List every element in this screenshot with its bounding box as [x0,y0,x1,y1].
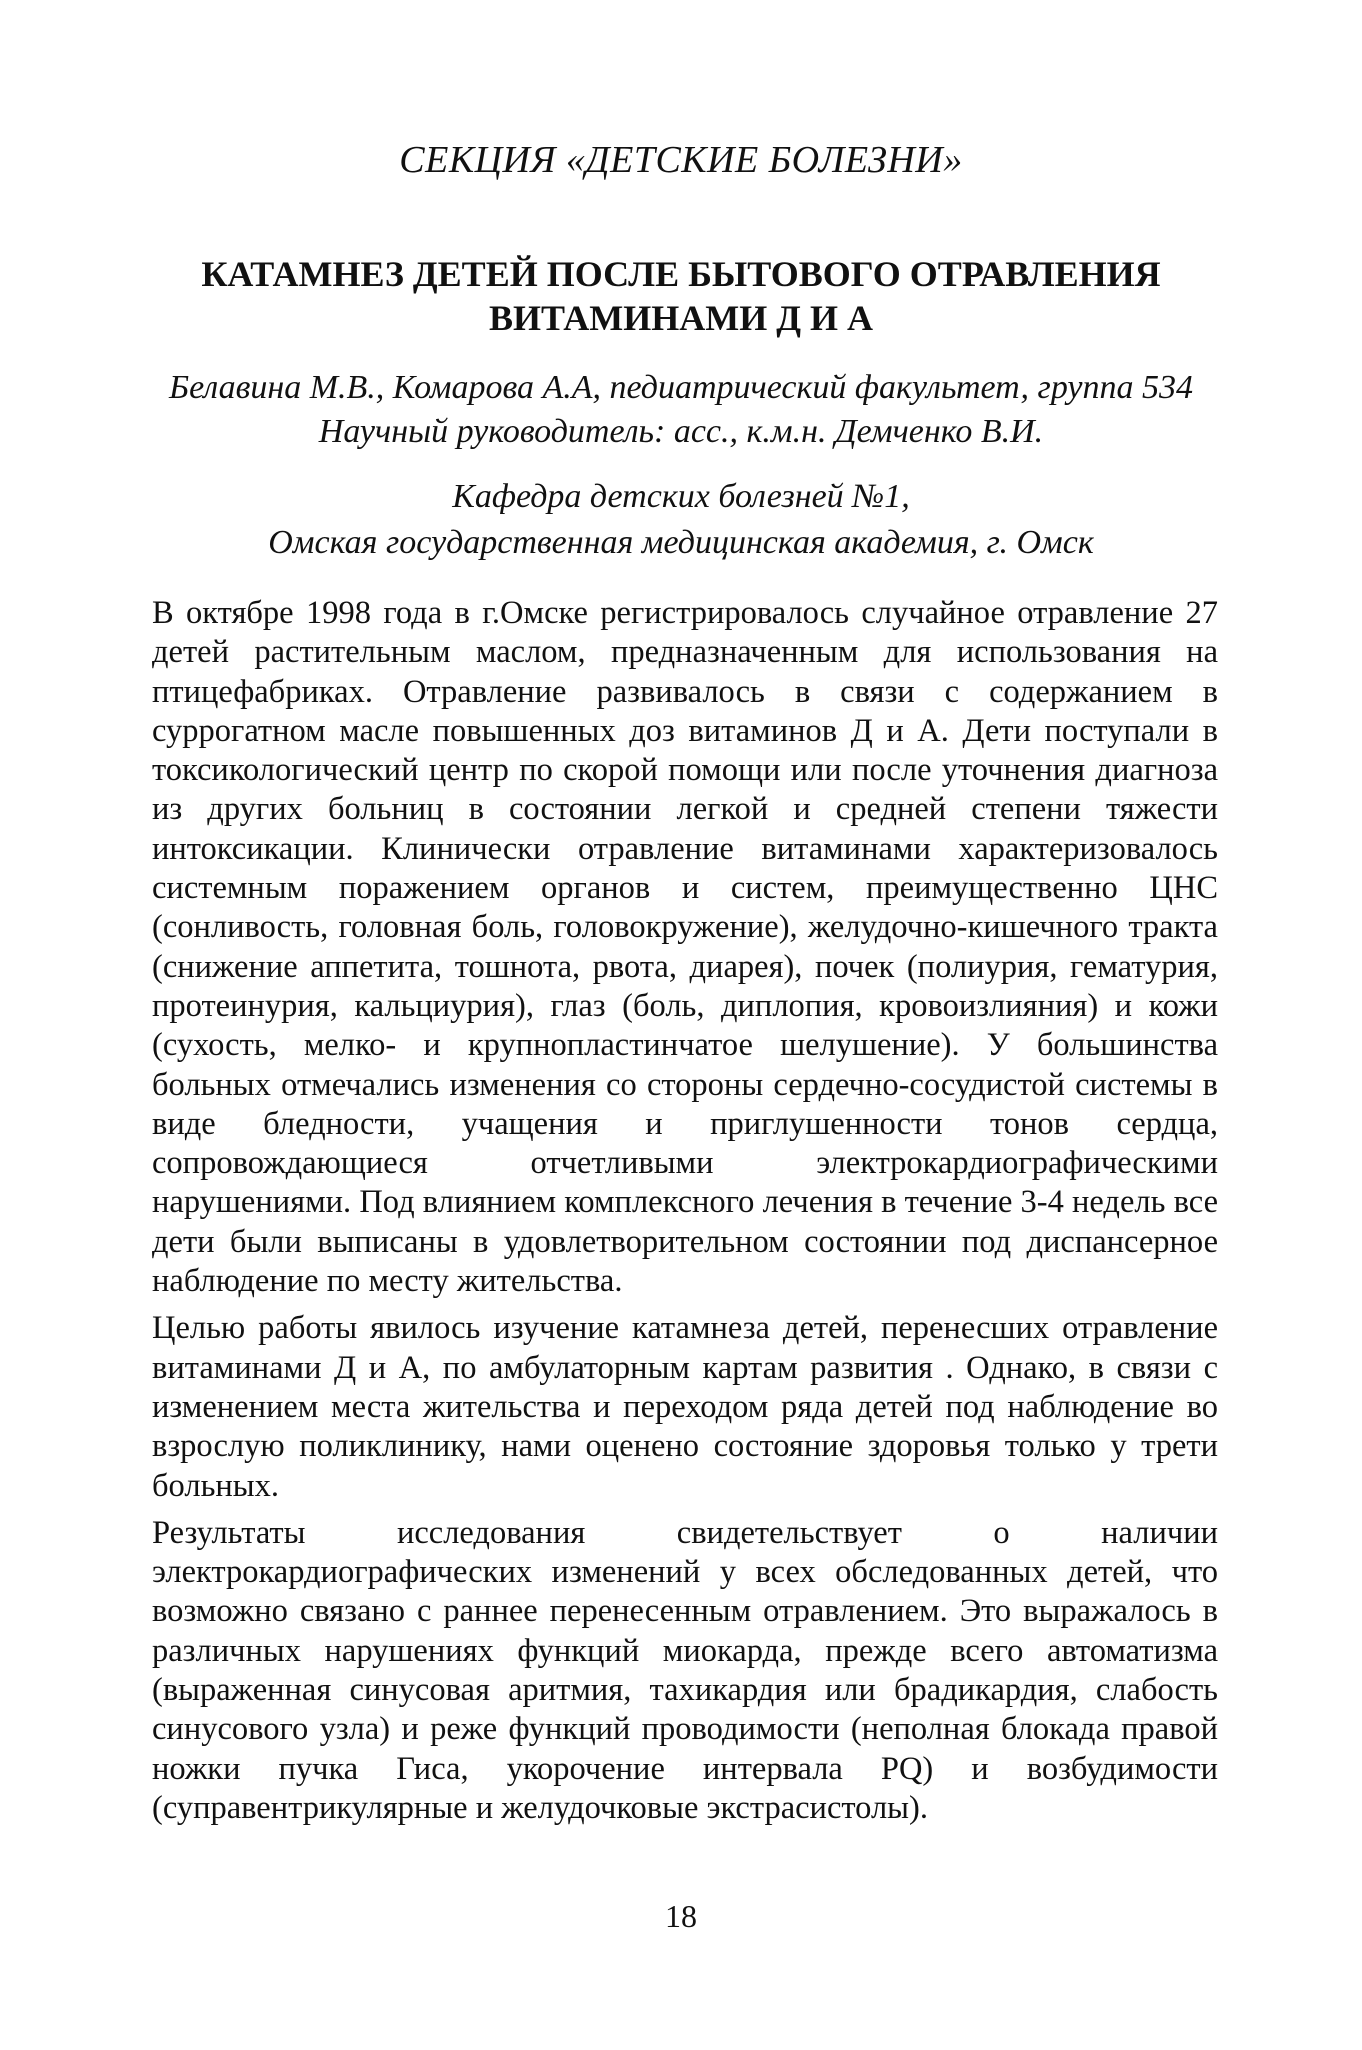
affiliation-block [80,474,1282,566]
article-title-line-1: КАТАМНЕЗ ДЕТЕЙ ПОСЛЕ БЫТОВОГО ОТРАВЛЕНИЯ [201,254,1161,294]
authors-block [80,366,1282,454]
supervisor-line: Научный руководитель: асс., к.м.н. Демченко В.И. [318,413,1044,450]
article-title [120,252,1242,340]
page-number: 18 [665,1898,697,1934]
article-body [152,594,1218,1836]
section-title: СЕКЦИЯ «ДЕТСКИЕ БОЛЕЗНИ» [399,139,963,181]
body-paragraph-3: Результаты исследования свидетельствует о наличии электрокардиографических изменений у всех обследованных детей, что возможно связано с раннее перенесенным отравлением. Это выражалось в различных нарушениях функций миокарда, прежде всего автоматизма (выраженная синусовая аритмия, тахикардия или брадикардия, слабость синусового узла) и реже функций проводимости (неполная блокада правой ножки пучка Гиса, укорочение интервала PQ) и возбудимости (суправентрикулярные и желудочковые экстрасистолы). [152,1514,1218,1826]
department-line: Кафедра детских болезней №1, [452,478,910,515]
body-paragraph-2: Целью работы явилось изучение катамнеза детей, перенесших отравление витаминами Д и А, по амбулаторным картам развития . Однако, в связи с изменением места жительства и переходом ряда детей под наблюдение во взрослую поликлинику, нами оценено состояние здоровья только у трети больных. [152,1310,1218,1504]
article-title-line-2: ВИТАМИНАМИ Д И А [489,298,873,338]
authors-line: Белавина М.В., Комарова А.А, педиатрический факультет, группа 534 [169,369,1193,406]
body-paragraph-1: В октябре 1998 года в г.Омске регистрировалось случайное отравление 27 детей растительным маслом, предназначенным для использования на птицефабриках. Отравление развивалось в связи с содержанием в суррогатном масле повышенных доз витаминов Д и А. Дети поступали в токсикологический центр по скорой помощи или после уточнения диагноза из других больниц в состоянии легкой и средней степени тяжести интоксикации. Клинически отравление витаминами характеризовалось системным поражением органов и систем, преимущественно ЦНС (сонливость, головная боль, головокружение), желудочно-кишечного тракта (снижение аппетита, тошнота, рвота, диарея), почек (полиурия, гематурия, протеинурия, кальциурия), глаз (боль, диплопия, кровоизлияния) и кожи (сухость, мелко- и крупнопластинчатое шелушение). У большинства больных отмечались изменения со стороны сердечно-сосудистой системы в виде бледности, учащения и приглушенности тонов сердца, сопровождающиеся отчетливыми электрокардиографическими нарушениями. Под влиянием комплексного лечения в течение 3-4 недель все дети были выписаны в удовлетворительном состоянии под диспансерное наблюдение по месту жительства. [152,595,1218,1300]
institution-line: Омская государственная медицинская академия, г. Омск [268,524,1094,561]
